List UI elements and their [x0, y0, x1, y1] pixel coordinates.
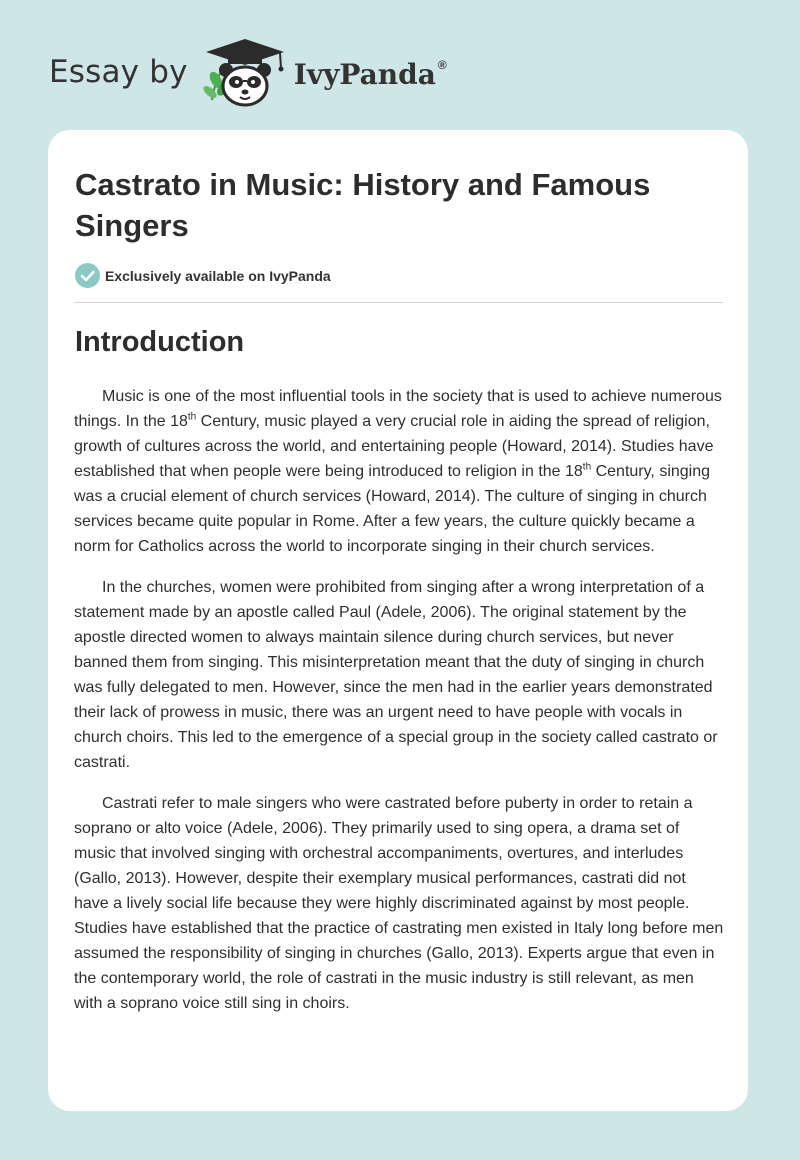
- body-paragraph: [74, 791, 724, 1016]
- section-heading: Introduction: [75, 326, 245, 358]
- ordinal-suffix: th: [187, 411, 197, 423]
- essay-body: [74, 384, 724, 1032]
- brand-name: [294, 58, 447, 91]
- brand-text: IvyPanda: [293, 57, 436, 91]
- ordinal-suffix: th: [582, 461, 592, 473]
- paragraph-text: Music is one of the most influential tools in the society that is used to achieve numerous things. In the 18: [74, 388, 722, 430]
- paragraph-text: Century, music played a very crucial role in aiding the spread of religion, growth of cultures across the world, and entertaining people (Howard, 2014). Studies have established that when people were being introduced to religion in the 18: [74, 413, 714, 480]
- essay-by-label: Essay by: [49, 54, 188, 90]
- paragraph-text: In the churches, women were prohibited from singing after a wrong interpretation of a statement made by an apostle called Paul (Adele, 2006). The original statement by the apostle directed women to always maintain silence during church services, but never banned them from singing. This misinterpretation meant that the duty of singing in church was fully delegated to men. However, since the men had in the earlier years demonstrated their lack of prowess in music, there was an urgent need to have people with vocals in church choirs. This led to the emergence of a special group in the society called castrato or castrati.: [74, 579, 718, 771]
- essay-title: Castrato in Music: History and Famous Singers: [75, 167, 651, 243]
- body-paragraph: [74, 384, 724, 559]
- check-circle-icon: [75, 263, 100, 288]
- panda-graduate-icon: [202, 36, 288, 108]
- site-header: [49, 36, 447, 108]
- body-paragraph: [74, 575, 724, 775]
- paragraph-text: Castrati refer to male singers who were castrated before puberty in order to retain a soprano or alto voice (Adele, 2006). They primarily used to sing opera, a drama set of music that involved singing with orchestral accompaniments, overtures, and interludes (Gallo, 2013). However, despite their exemplary musical performances, castrati did not have a lively social life because they were highly discriminated against by most people. Studies have established that the practice of castrating men existed in Italy long before men assumed the responsibility of singing in churches (Gallo, 2013). Experts argue that even in the contemporary world, the role of castrati in the music industry is still relevant, as men with a soprano voice still sing in choirs.: [74, 795, 724, 1012]
- registered-mark: ®: [437, 58, 447, 73]
- divider: [74, 302, 723, 303]
- paragraph-text: Century, singing was a crucial element of church services (Howard, 2014). The culture of singing in church services became quite popular in Rome. After a few years, the culture quickly became a norm for Catholics across the world to incorporate singing in their church services.: [74, 463, 711, 555]
- essay-card: [48, 130, 748, 1111]
- exclusive-badge: [75, 263, 331, 288]
- exclusive-label: Exclusively available on IvyPanda: [105, 267, 331, 284]
